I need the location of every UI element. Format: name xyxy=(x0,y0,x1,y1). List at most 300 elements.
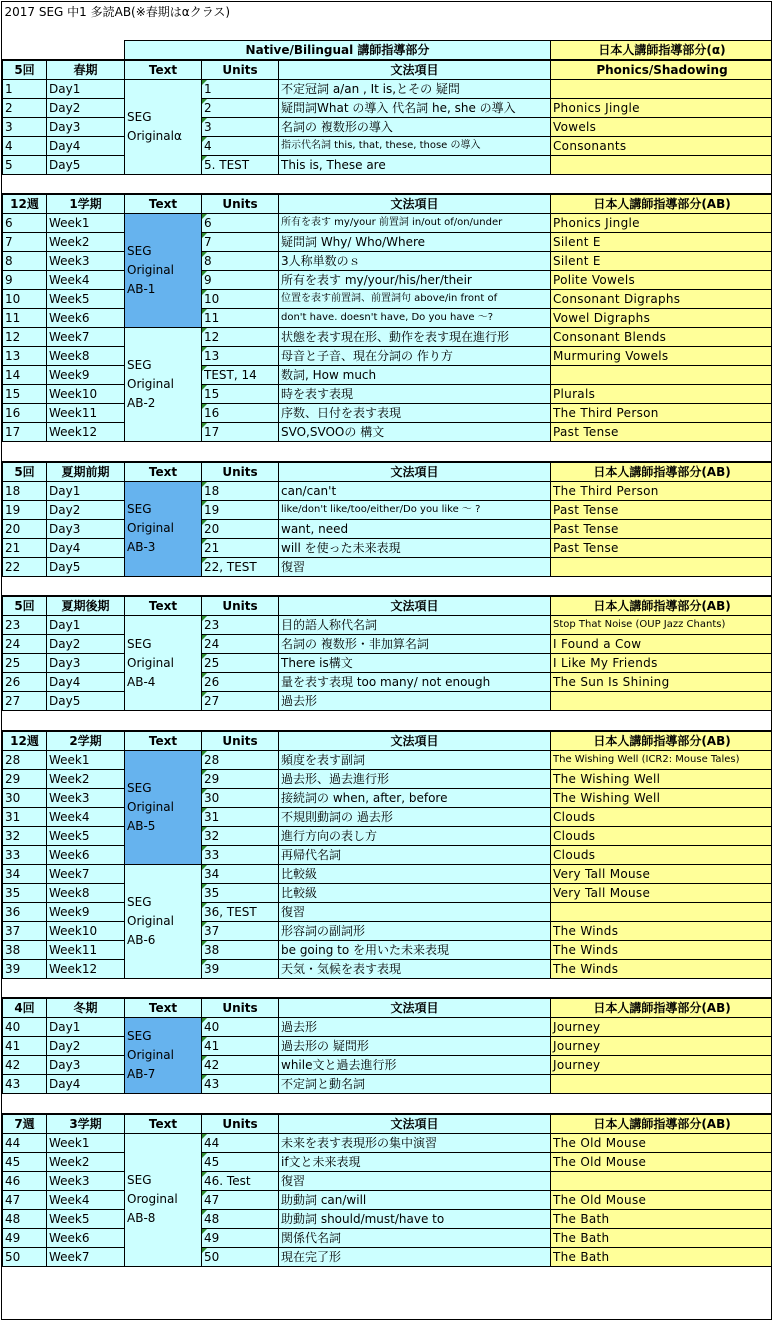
phonics-cell: Clouds xyxy=(551,807,773,826)
phonics-cell: Stop That Noise (OUP Jazz Chants) xyxy=(551,616,773,635)
phonics-cell: Murmuring Vowels xyxy=(551,347,773,366)
unit-cell: 15 xyxy=(202,385,279,404)
row-number: 40 xyxy=(3,1018,47,1037)
row-number: 23 xyxy=(3,616,47,635)
phonics-cell: Journey xyxy=(551,1056,773,1075)
table-row xyxy=(3,214,773,233)
phonics-cell xyxy=(551,1075,773,1094)
session-label: Week1 xyxy=(47,214,125,233)
unit-cell: 18 xyxy=(202,481,279,500)
row-number: 44 xyxy=(3,1133,47,1152)
textbook-line: Original xyxy=(127,655,174,670)
grammar-cell: 状態を表す現在形、動作を表す現在進行形 xyxy=(279,328,551,347)
sheet-title: 2017 SEG 中1 多読AB(※春期はαクラス) xyxy=(4,4,231,19)
text-col-header: Text xyxy=(125,596,202,616)
textbook-line: Original xyxy=(127,377,174,391)
table-row xyxy=(3,309,773,328)
section-count: 5回 xyxy=(3,60,47,80)
grammar-cell: 過去形 xyxy=(279,1018,551,1037)
grammar-cell: 所有を表す my/your/his/her/their xyxy=(279,271,551,290)
session-label: Week3 xyxy=(47,788,125,807)
textbook-line: SEG xyxy=(127,358,152,372)
table-row xyxy=(3,1247,773,1266)
jp-col-header: Phonics/Shadowing xyxy=(551,60,773,80)
phonics-cell xyxy=(551,557,773,576)
phonics-cell: Silent E xyxy=(551,233,773,252)
phonics-cell: Very Tall Mouse xyxy=(551,864,773,883)
row-number: 8 xyxy=(3,252,47,271)
table-row xyxy=(3,1171,773,1190)
table-row xyxy=(3,959,773,978)
grammar-cell: 3人称単数のｓ xyxy=(279,252,551,271)
session-label: Week6 xyxy=(47,309,125,328)
textbook-line: Original xyxy=(127,263,174,277)
row-number: 27 xyxy=(3,692,47,711)
textbook-line: SEG xyxy=(127,1029,152,1043)
session-label: Week9 xyxy=(47,902,125,921)
unit-cell: 47 xyxy=(202,1190,279,1209)
phonics-cell: The Winds xyxy=(551,940,773,959)
table-row xyxy=(3,826,773,845)
row-number: 34 xyxy=(3,864,47,883)
session-label: Week12 xyxy=(47,423,125,442)
row-number: 18 xyxy=(3,481,47,500)
table-row xyxy=(3,635,773,654)
textbook-line: Original xyxy=(127,913,174,928)
grammar-cell: 不定冠詞 a/an , It is,とその 疑問 xyxy=(279,79,551,98)
unit-cell: 42 xyxy=(202,1056,279,1075)
grammar-cell: 比較級 xyxy=(279,883,551,902)
table-row xyxy=(3,519,773,538)
grammar-cell: 疑問詞What の導入 代名詞 he, she の導入 xyxy=(279,98,551,117)
phonics-cell: I Found a Cow xyxy=(551,635,773,654)
grammar-cell: 過去形 xyxy=(279,692,551,711)
section-header-row xyxy=(3,1114,773,1134)
units-col-header: Units xyxy=(202,596,279,616)
spacer-cell xyxy=(3,1094,773,1114)
grammar-cell: can/can't xyxy=(279,481,551,500)
row-number: 12 xyxy=(3,328,47,347)
table-row xyxy=(3,155,773,174)
grammar-cell: 量を表す表現 too many/ not enough xyxy=(279,673,551,692)
unit-cell: 1 xyxy=(202,79,279,98)
row-number: 22 xyxy=(3,557,47,576)
row-number: 33 xyxy=(3,845,47,864)
unit-cell: TEST, 14 xyxy=(202,366,279,385)
row-number: 37 xyxy=(3,921,47,940)
table-row xyxy=(3,328,773,347)
session-label: Week4 xyxy=(47,1190,125,1209)
row-number: 17 xyxy=(3,423,47,442)
textbook-cell xyxy=(125,481,202,576)
grammar-cell: like/don't like/too/either/Do you like ～ ? xyxy=(279,500,551,519)
section-term: 1学期 xyxy=(47,194,125,214)
text-col-header: Text xyxy=(125,998,202,1018)
grammar-cell: SVO,SVOOの 構文 xyxy=(279,423,551,442)
table-row xyxy=(3,98,773,117)
table-row xyxy=(3,750,773,769)
textbook-cell xyxy=(125,864,202,978)
grammar-cell: 所有を表す my/your 前置詞 in/out of/on/under xyxy=(279,214,551,233)
grammar-cell: 不規則動詞の 過去形 xyxy=(279,807,551,826)
session-label: Week2 xyxy=(47,233,125,252)
grammar-col-header: 文法項目 xyxy=(279,998,551,1018)
grammar-cell: 過去形、過去進行形 xyxy=(279,769,551,788)
textbook-cell xyxy=(125,1018,202,1094)
alpha-header: 日本人講師指導部分(α) xyxy=(551,40,773,60)
textbook-line: SEG xyxy=(127,636,152,651)
phonics-cell: Past Tense xyxy=(551,538,773,557)
unit-cell: 41 xyxy=(202,1037,279,1056)
phonics-cell: The Wishing Well (ICR2: Mouse Tales) xyxy=(551,750,773,769)
session-label: Day1 xyxy=(47,1018,125,1037)
session-label: Week8 xyxy=(47,347,125,366)
session-label: Day2 xyxy=(47,98,125,117)
row-number: 35 xyxy=(3,883,47,902)
row-number: 49 xyxy=(3,1228,47,1247)
session-label: Day3 xyxy=(47,1056,125,1075)
unit-cell: 45 xyxy=(202,1152,279,1171)
phonics-cell: The Third Person xyxy=(551,404,773,423)
textbook-cell xyxy=(125,1133,202,1266)
grammar-cell: 未来を表す表現形の集中演習 xyxy=(279,1133,551,1152)
row-number: 4 xyxy=(3,136,47,155)
phonics-cell: Consonant Blends xyxy=(551,328,773,347)
unit-cell: 36, TEST xyxy=(202,902,279,921)
table-row xyxy=(3,807,773,826)
table-row xyxy=(3,1190,773,1209)
text-col-header: Text xyxy=(125,1114,202,1134)
grammar-cell: This is, These are xyxy=(279,155,551,174)
session-label: Day5 xyxy=(47,155,125,174)
row-number: 19 xyxy=(3,500,47,519)
grammar-cell: 過去形の 疑問形 xyxy=(279,1037,551,1056)
section-count: 4回 xyxy=(3,998,47,1018)
session-label: Week6 xyxy=(47,1228,125,1247)
table-row xyxy=(3,902,773,921)
unit-cell: 2 xyxy=(202,98,279,117)
unit-cell: 46. Test xyxy=(202,1171,279,1190)
grammar-col-header: 文法項目 xyxy=(279,194,551,214)
spacer-row xyxy=(3,1094,773,1114)
phonics-cell xyxy=(551,692,773,711)
textbook-line: Oroginal xyxy=(127,1192,178,1206)
table-row xyxy=(3,79,773,98)
phonics-cell: Past Tense xyxy=(551,423,773,442)
row-number: 26 xyxy=(3,673,47,692)
textbook-line: AB-3 xyxy=(127,540,156,554)
session-label: Day5 xyxy=(47,692,125,711)
grammar-col-header: 文法項目 xyxy=(279,462,551,482)
table-row xyxy=(3,845,773,864)
session-label: Week4 xyxy=(47,271,125,290)
table-row xyxy=(3,423,773,442)
table-row xyxy=(3,921,773,940)
phonics-cell: Clouds xyxy=(551,845,773,864)
table-row xyxy=(3,271,773,290)
table-row xyxy=(3,347,773,366)
session-label: Week7 xyxy=(47,864,125,883)
spacer-cell xyxy=(3,576,773,596)
textbook-cell xyxy=(125,79,202,174)
textbook-line: SEG xyxy=(127,1173,152,1187)
unit-cell: 32 xyxy=(202,826,279,845)
session-label: Day4 xyxy=(47,673,125,692)
grammar-cell: 助動詞 can/will xyxy=(279,1190,551,1209)
section-count: 12週 xyxy=(3,731,47,751)
phonics-cell: Phonics Jingle xyxy=(551,214,773,233)
session-label: Day2 xyxy=(47,500,125,519)
table-row xyxy=(3,136,773,155)
section-count: 7週 xyxy=(3,1114,47,1134)
grammar-cell: 時を表す表現 xyxy=(279,385,551,404)
row-number: 43 xyxy=(3,1075,47,1094)
row-number: 29 xyxy=(3,769,47,788)
phonics-cell: The Winds xyxy=(551,959,773,978)
row-number: 14 xyxy=(3,366,47,385)
textbook-cell xyxy=(125,616,202,711)
jp-col-header: 日本人講師指導部分(AB) xyxy=(551,731,773,751)
unit-cell: 7 xyxy=(202,233,279,252)
unit-cell: 28 xyxy=(202,750,279,769)
row-number: 45 xyxy=(3,1152,47,1171)
unit-cell: 26 xyxy=(202,673,279,692)
spacer-cell xyxy=(3,174,773,194)
row-number: 9 xyxy=(3,271,47,290)
phonics-cell xyxy=(551,902,773,921)
table-row xyxy=(3,538,773,557)
row-number: 20 xyxy=(3,519,47,538)
grammar-col-header: 文法項目 xyxy=(279,1114,551,1134)
row-number: 21 xyxy=(3,538,47,557)
session-label: Week12 xyxy=(47,959,125,978)
grammar-cell: 進行方向の表し方 xyxy=(279,826,551,845)
table-row xyxy=(3,1133,773,1152)
blank-row xyxy=(3,21,773,40)
session-label: Week3 xyxy=(47,1171,125,1190)
table-row xyxy=(3,1209,773,1228)
session-label: Week9 xyxy=(47,366,125,385)
session-label: Week7 xyxy=(47,1247,125,1266)
phonics-cell: The Wishing Well xyxy=(551,788,773,807)
grammar-cell: 指示代名詞 this, that, these, those の導入 xyxy=(279,136,551,155)
session-label: Day3 xyxy=(47,654,125,673)
row-number: 2 xyxy=(3,98,47,117)
unit-cell: 9 xyxy=(202,271,279,290)
grammar-cell: 関係代名詞 xyxy=(279,1228,551,1247)
row-number: 6 xyxy=(3,214,47,233)
row-number: 10 xyxy=(3,290,47,309)
row-number: 41 xyxy=(3,1037,47,1056)
textbook-line: Original xyxy=(127,1048,174,1062)
unit-cell: 6 xyxy=(202,214,279,233)
phonics-cell: Phonics Jingle xyxy=(551,98,773,117)
row-number: 30 xyxy=(3,788,47,807)
units-col-header: Units xyxy=(202,462,279,482)
text-col-header: Text xyxy=(125,194,202,214)
row-number: 13 xyxy=(3,347,47,366)
textbook-line: Original xyxy=(127,521,174,535)
phonics-cell: Consonants xyxy=(551,136,773,155)
unit-cell: 5. TEST xyxy=(202,155,279,174)
table-row xyxy=(3,1056,773,1075)
session-label: Day4 xyxy=(47,136,125,155)
table-row xyxy=(3,1018,773,1037)
row-number: 38 xyxy=(3,940,47,959)
phonics-cell: The Old Mouse xyxy=(551,1190,773,1209)
table-row xyxy=(3,117,773,136)
session-label: Day3 xyxy=(47,117,125,136)
unit-cell: 3 xyxy=(202,117,279,136)
session-label: Week2 xyxy=(47,769,125,788)
phonics-cell: The Bath xyxy=(551,1209,773,1228)
table-row xyxy=(3,654,773,673)
table-row xyxy=(3,500,773,519)
grammar-cell: 疑問詞 Why/ Who/Where xyxy=(279,233,551,252)
unit-cell: 27 xyxy=(202,692,279,711)
unit-cell: 17 xyxy=(202,423,279,442)
phonics-cell xyxy=(551,79,773,98)
grammar-cell: want, need xyxy=(279,519,551,538)
blank-cell xyxy=(3,40,125,60)
jp-col-header: 日本人講師指導部分(AB) xyxy=(551,194,773,214)
session-label: Day4 xyxy=(47,1075,125,1094)
phonics-cell: Past Tense xyxy=(551,500,773,519)
text-col-header: Text xyxy=(125,731,202,751)
grammar-cell: 母音と子音、現在分詞の 作り方 xyxy=(279,347,551,366)
table-row xyxy=(3,252,773,271)
units-col-header: Units xyxy=(202,194,279,214)
textbook-line: AB-2 xyxy=(127,396,156,410)
table-row xyxy=(3,233,773,252)
row-number: 36 xyxy=(3,902,47,921)
unit-cell: 22, TEST xyxy=(202,557,279,576)
phonics-cell: Vowels xyxy=(551,117,773,136)
unit-cell: 29 xyxy=(202,769,279,788)
grammar-col-header: 文法項目 xyxy=(279,731,551,751)
spacer-cell xyxy=(3,442,773,462)
units-col-header: Units xyxy=(202,1114,279,1134)
section-count: 5回 xyxy=(3,462,47,482)
session-label: Day5 xyxy=(47,557,125,576)
grammar-cell: 序数、日付を表す表現 xyxy=(279,404,551,423)
unit-cell: 16 xyxy=(202,404,279,423)
section-header-row xyxy=(3,596,773,616)
session-label: Week10 xyxy=(47,385,125,404)
row-number: 42 xyxy=(3,1056,47,1075)
row-number: 7 xyxy=(3,233,47,252)
phonics-cell: Polite Vowels xyxy=(551,271,773,290)
phonics-cell: Vowel Digraphs xyxy=(551,309,773,328)
unit-cell: 30 xyxy=(202,788,279,807)
unit-cell: 31 xyxy=(202,807,279,826)
section-header-row xyxy=(3,194,773,214)
grammar-cell: 名詞の 複数形・非加算名詞 xyxy=(279,635,551,654)
unit-cell: 25 xyxy=(202,654,279,673)
session-label: Day1 xyxy=(47,481,125,500)
grammar-cell: There is構文 xyxy=(279,654,551,673)
grammar-cell: 復習 xyxy=(279,1171,551,1190)
grammar-cell: 再帰代名詞 xyxy=(279,845,551,864)
table-row xyxy=(3,788,773,807)
table-row xyxy=(3,404,773,423)
jp-col-header: 日本人講師指導部分(AB) xyxy=(551,462,773,482)
row-number: 24 xyxy=(3,635,47,654)
phonics-cell: Plurals xyxy=(551,385,773,404)
phonics-cell: Very Tall Mouse xyxy=(551,883,773,902)
table-row xyxy=(3,385,773,404)
session-label: Week5 xyxy=(47,1209,125,1228)
table-row xyxy=(3,1228,773,1247)
table-row xyxy=(3,481,773,500)
text-col-header: Text xyxy=(125,462,202,482)
unit-cell: 43 xyxy=(202,1075,279,1094)
session-label: Day1 xyxy=(47,616,125,635)
unit-cell: 10 xyxy=(202,290,279,309)
table-row xyxy=(3,366,773,385)
section-term: 春期 xyxy=(47,60,125,80)
section-header-row xyxy=(3,731,773,751)
units-col-header: Units xyxy=(202,60,279,80)
spacer-cell xyxy=(3,978,773,998)
session-label: Week8 xyxy=(47,883,125,902)
grammar-cell: 接続詞の when, after, before xyxy=(279,788,551,807)
phonics-cell: The Old Mouse xyxy=(551,1152,773,1171)
grammar-cell: will を使った未来表現 xyxy=(279,538,551,557)
unit-cell: 44 xyxy=(202,1133,279,1152)
table-row xyxy=(3,692,773,711)
table-row xyxy=(3,1152,773,1171)
row-number: 3 xyxy=(3,117,47,136)
textbook-line: AB-4 xyxy=(127,674,156,689)
unit-cell: 48 xyxy=(202,1209,279,1228)
row-number: 50 xyxy=(3,1247,47,1266)
grammar-cell: 助動詞 should/must/have to xyxy=(279,1209,551,1228)
phonics-cell: The Sun Is Shining xyxy=(551,673,773,692)
table-row xyxy=(3,1037,773,1056)
table-row xyxy=(3,940,773,959)
phonics-cell xyxy=(551,155,773,174)
spacer-row xyxy=(3,711,773,731)
unit-cell: 35 xyxy=(202,883,279,902)
unit-cell: 21 xyxy=(202,538,279,557)
unit-cell: 39 xyxy=(202,959,279,978)
spacer-row xyxy=(3,442,773,462)
session-label: Week3 xyxy=(47,252,125,271)
textbook-line: AB-5 xyxy=(127,818,156,833)
jp-col-header: 日本人講師指導部分(AB) xyxy=(551,1114,773,1134)
section-term: 3学期 xyxy=(47,1114,125,1134)
phonics-cell: Consonant Digraphs xyxy=(551,290,773,309)
section-header-row xyxy=(3,998,773,1018)
phonics-cell xyxy=(551,366,773,385)
session-label: Week11 xyxy=(47,940,125,959)
native-header: Native/Bilingual 講師指導部分 xyxy=(125,40,551,60)
phonics-cell: The Third Person xyxy=(551,481,773,500)
grammar-cell: 目的語人称代名詞 xyxy=(279,616,551,635)
table-row xyxy=(3,290,773,309)
spacer-cell xyxy=(3,711,773,731)
session-label: Week4 xyxy=(47,807,125,826)
session-label: Week10 xyxy=(47,921,125,940)
grammar-cell: 現在完了形 xyxy=(279,1247,551,1266)
table-row xyxy=(3,883,773,902)
unit-cell: 23 xyxy=(202,616,279,635)
unit-cell: 37 xyxy=(202,921,279,940)
section-term: 2学期 xyxy=(47,731,125,751)
grammar-col-header: 文法項目 xyxy=(279,596,551,616)
section-term: 夏期前期 xyxy=(47,462,125,482)
